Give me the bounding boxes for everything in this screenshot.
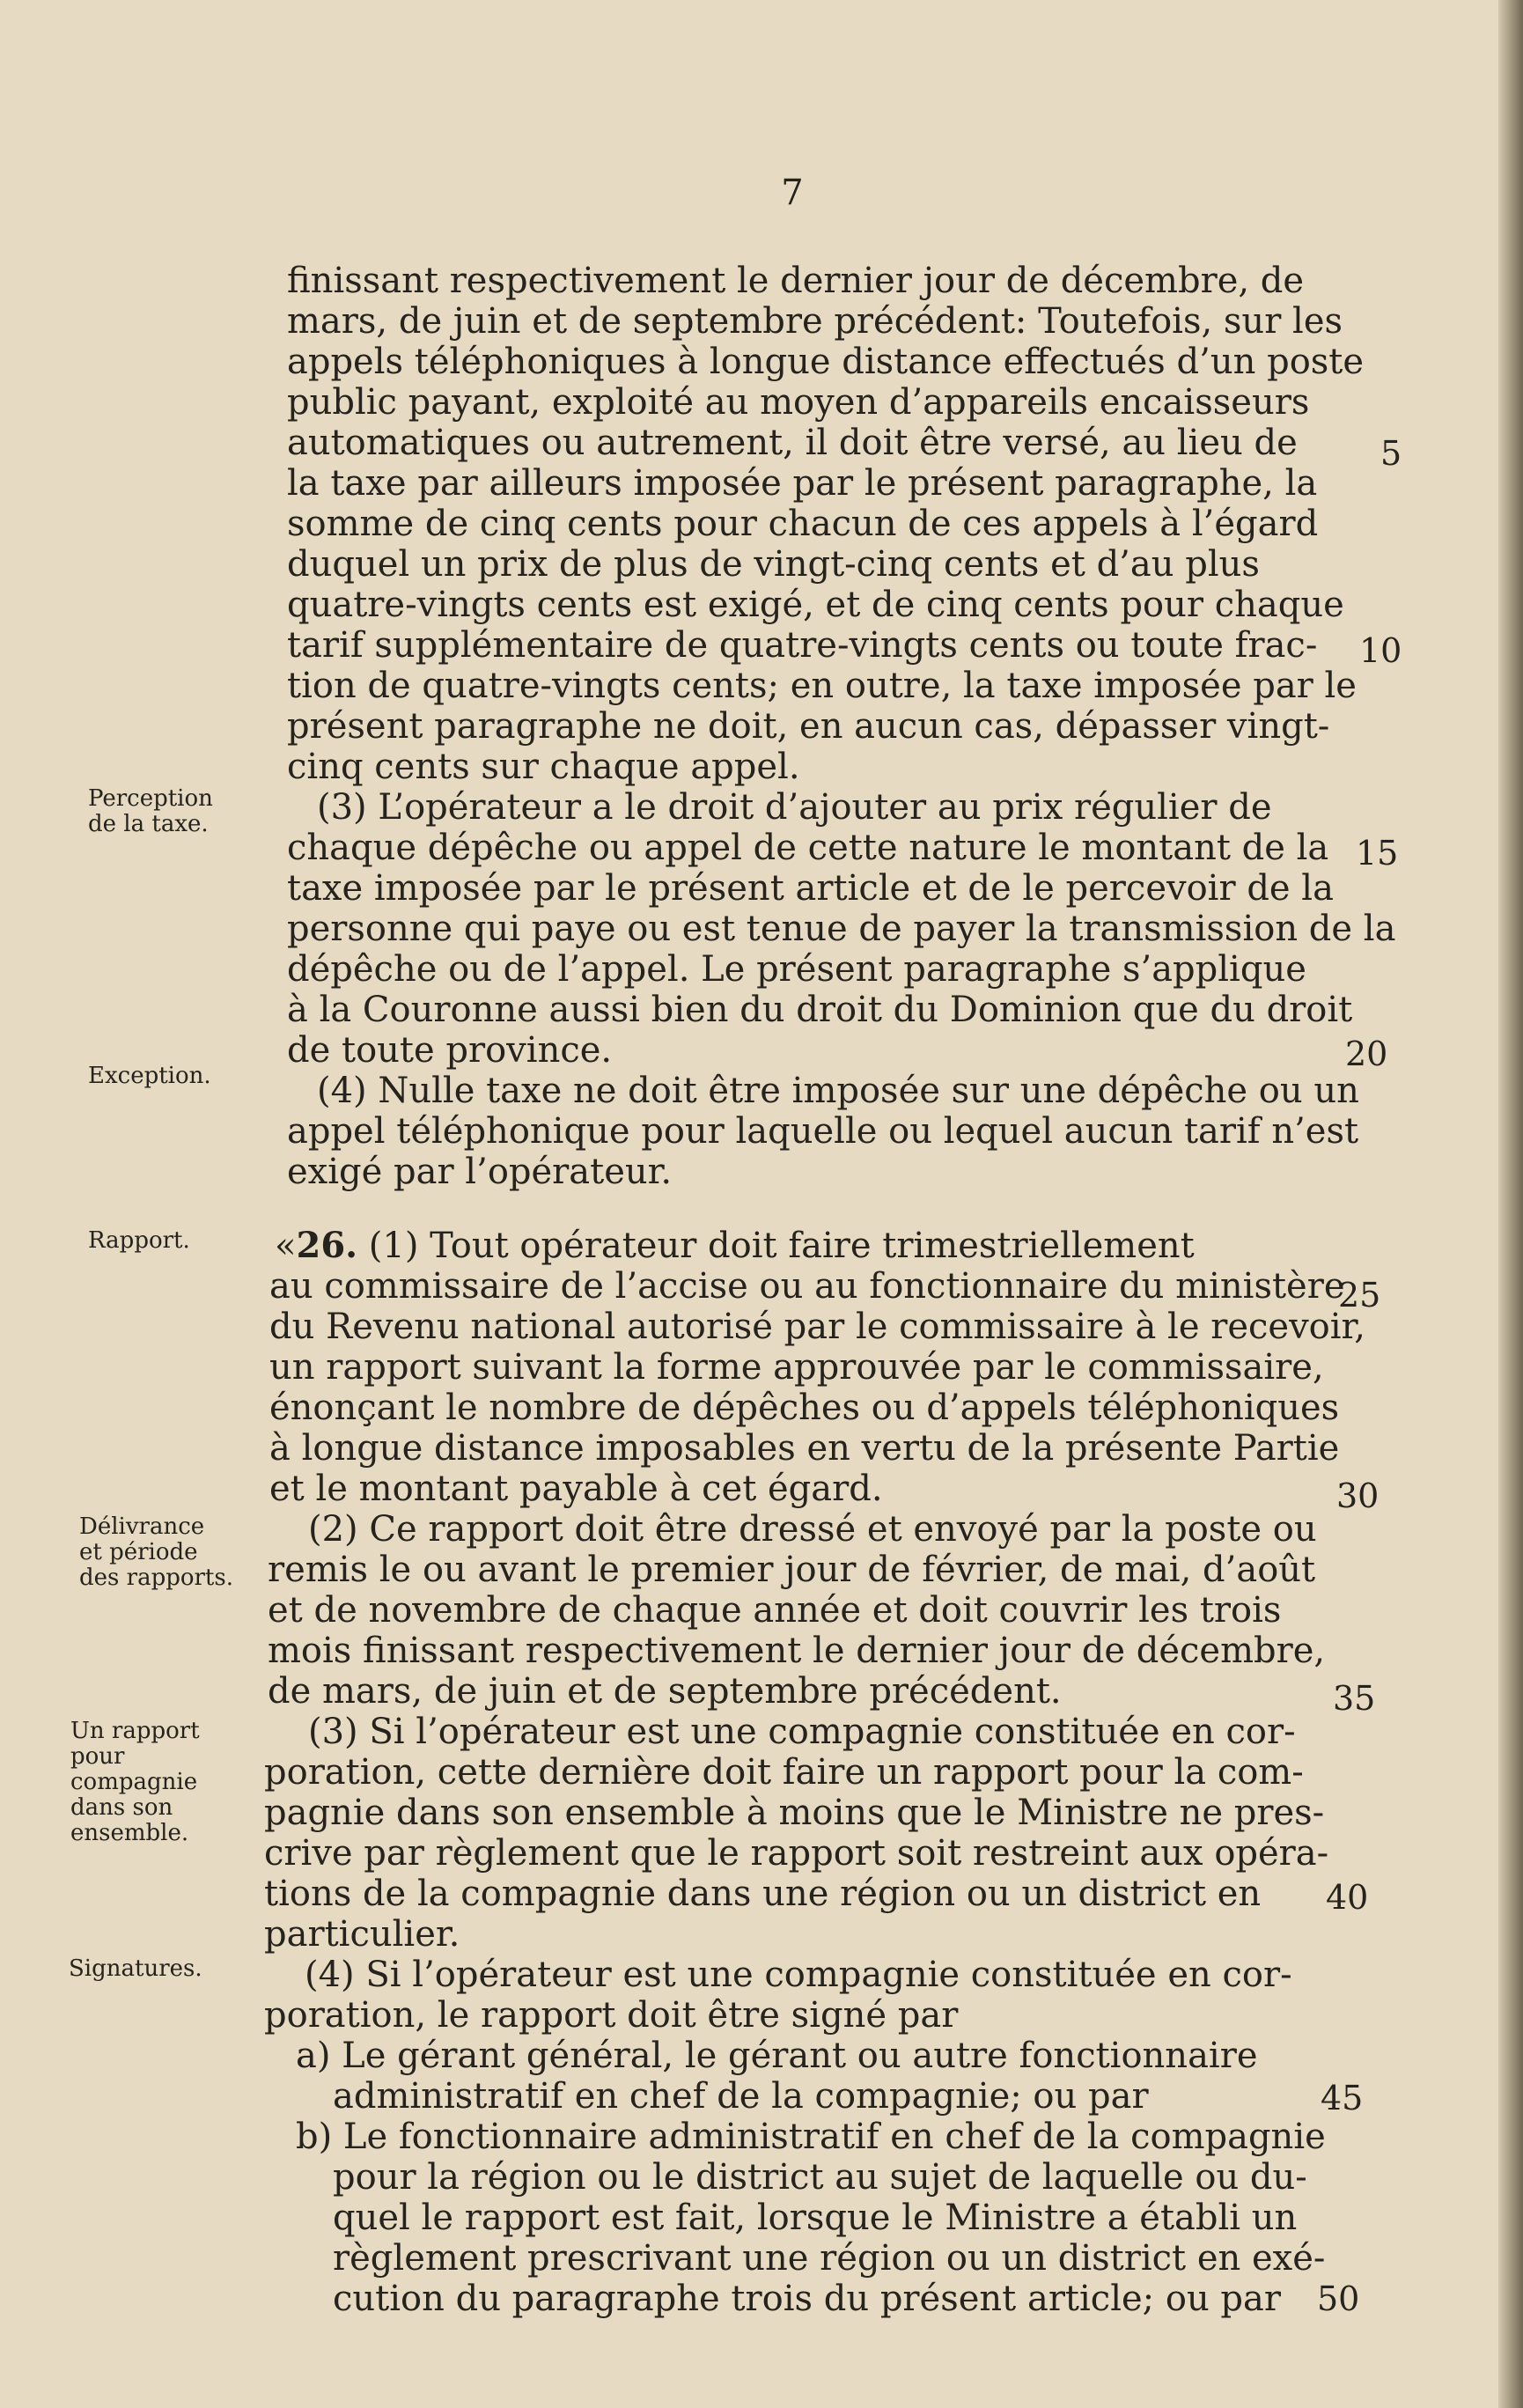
body-line: poration, le rapport doit être signé par	[264, 1995, 959, 2036]
section-heading-line	[275, 1226, 1195, 1266]
body-line: (4) Si l’opérateur est une compagnie constituée en cor-	[305, 1955, 1292, 1995]
body-line: public payant, exploité au moyen d’appareils encaisseurs	[287, 382, 1310, 423]
body-line: mois finissant respectivement le dernier jour de décembre,	[268, 1631, 1326, 1671]
body-line: duquel un prix de plus de vingt-cinq cents et d’au plus	[287, 544, 1260, 585]
body-line: poration, cette dernière doit faire un rapport pour la com-	[264, 1752, 1304, 1793]
body-line: remis le ou avant le premier jour de février, de mai, d’août	[268, 1550, 1316, 1590]
body-line: (4) Nulle taxe ne doit être imposée sur une dépêche ou un	[317, 1071, 1359, 1111]
line-number: 20	[1345, 1035, 1388, 1073]
body-line: finissant respectivement le dernier jour de décembre, de	[287, 261, 1305, 301]
body-line: présent paragraphe ne doit, en aucun cas, dépasser vingt-	[287, 706, 1330, 747]
line-number: 45	[1321, 2079, 1364, 2117]
body-line: énonçant le nombre de dépêches ou d’appels téléphoniques	[269, 1388, 1340, 1428]
body-line: au commissaire de l’accise ou au fonctionnaire du ministère	[269, 1266, 1345, 1307]
marginal-note-rapport: Rapport.	[88, 1227, 190, 1254]
body-line: (3) Si l’opérateur est une compagnie constituée en cor-	[308, 1712, 1296, 1752]
body-line: somme de cinq cents pour chacun de ces appels à l’égard	[287, 504, 1319, 544]
list-item-a: a) Le gérant général, le gérant ou autre fonctionnaire	[296, 2036, 1258, 2076]
line-number: 35	[1333, 1679, 1376, 1718]
opening-guillemet: «	[275, 1226, 297, 1266]
body-line: la taxe par ailleurs imposée par le présent paragraphe, la	[287, 463, 1318, 504]
section-text: (1) Tout opérateur doit faire trimestriellement	[357, 1226, 1195, 1266]
line-number: 30	[1336, 1476, 1380, 1515]
body-line: quel le rapport est fait, lorsque le Ministre a établi un	[333, 2198, 1298, 2238]
body-line: administratif en chef de la compagnie; ou par	[333, 2076, 1149, 2117]
page-number: 7	[781, 173, 804, 213]
body-line: et le montant payable à cet égard.	[269, 1469, 883, 1509]
body-line: cution du paragraphe trois du présent article; ou par	[333, 2279, 1281, 2319]
line-number: 5	[1380, 434, 1402, 473]
marginal-note-exception: Exception.	[88, 1063, 211, 1089]
body-line: tarif supplémentaire de quatre-vingts cents ou toute frac-	[287, 625, 1318, 666]
body-line: dépêche ou de l’appel. Le présent paragraphe s’applique	[287, 949, 1306, 990]
body-line: personne qui paye ou est tenue de payer la transmission de la	[287, 909, 1396, 949]
body-line: de mars, de juin et de septembre précédent.	[268, 1671, 1062, 1712]
body-line: automatiques ou autrement, il doit être versé, au lieu de	[287, 423, 1298, 463]
body-line: tions de la compagnie dans une région ou un district en	[264, 1874, 1262, 1914]
body-line: appel téléphonique pour laquelle ou lequel aucun tarif n’est	[287, 1111, 1359, 1152]
body-line: quatre-vingts cents est exigé, et de cinq cents pour chaque	[287, 585, 1344, 625]
body-line: un rapport suivant la forme approuvée par le commissaire,	[269, 1347, 1324, 1388]
body-line: à longue distance imposables en vertu de la présente Partie	[269, 1428, 1340, 1469]
body-line: taxe imposée par le présent article et de le percevoir de la	[287, 868, 1334, 909]
body-line: pagnie dans son ensemble à moins que le Ministre ne pres-	[264, 1793, 1325, 1833]
body-line: pour la région ou le district au sujet de laquelle ou du-	[333, 2157, 1307, 2198]
line-number: 50	[1317, 2279, 1360, 2318]
body-line: exigé par l’opérateur.	[287, 1152, 673, 1192]
line-number: 25	[1338, 1276, 1381, 1314]
body-line: tion de quatre-vingts cents; en outre, la taxe imposée par le	[287, 666, 1357, 706]
body-line: cinq cents sur chaque appel.	[287, 747, 800, 787]
marginal-note-signatures: Signatures.	[69, 1955, 202, 1982]
body-line: crive par règlement que le rapport soit restreint aux opéra-	[264, 1833, 1329, 1874]
body-line: à la Couronne aussi bien du droit du Dominion que du droit	[287, 990, 1353, 1030]
line-number: 15	[1356, 834, 1399, 873]
body-line: appels téléphoniques à longue distance effectués d’un poste	[287, 342, 1365, 382]
body-line: (2) Ce rapport doit être dressé et envoyé par la poste ou	[308, 1509, 1317, 1550]
marginal-note-perception: Perception de la taxe.	[88, 785, 213, 837]
body-line: et de novembre de chaque année et doit couvrir les trois	[268, 1590, 1282, 1631]
list-item-b: b) Le fonctionnaire administratif en chef de la compagnie	[296, 2117, 1326, 2157]
body-line: mars, de juin et de septembre précédent: Toutefois, sur les	[287, 301, 1343, 342]
body-line: (3) L’opérateur a le droit d’ajouter au prix régulier de	[317, 787, 1272, 828]
marginal-note-delivrance: Délivrance et période des rapports.	[79, 1513, 233, 1591]
body-line: de toute province.	[287, 1030, 613, 1071]
line-number: 40	[1326, 1878, 1369, 1917]
body-line: particulier.	[264, 1914, 460, 1955]
page-edge-shadow	[1498, 0, 1523, 2408]
line-number: 10	[1359, 631, 1402, 670]
section-number: 26.	[296, 1225, 358, 1266]
body-line: du Revenu national autorisé par le commissaire à le recevoir,	[269, 1307, 1365, 1347]
marginal-note-un-rapport: Un rapport pour compagnie dans son ensemble.	[70, 1718, 200, 1846]
body-line: règlement prescrivant une région ou un district en exé-	[333, 2238, 1326, 2279]
body-line: chaque dépêche ou appel de cette nature le montant de la	[287, 828, 1329, 868]
